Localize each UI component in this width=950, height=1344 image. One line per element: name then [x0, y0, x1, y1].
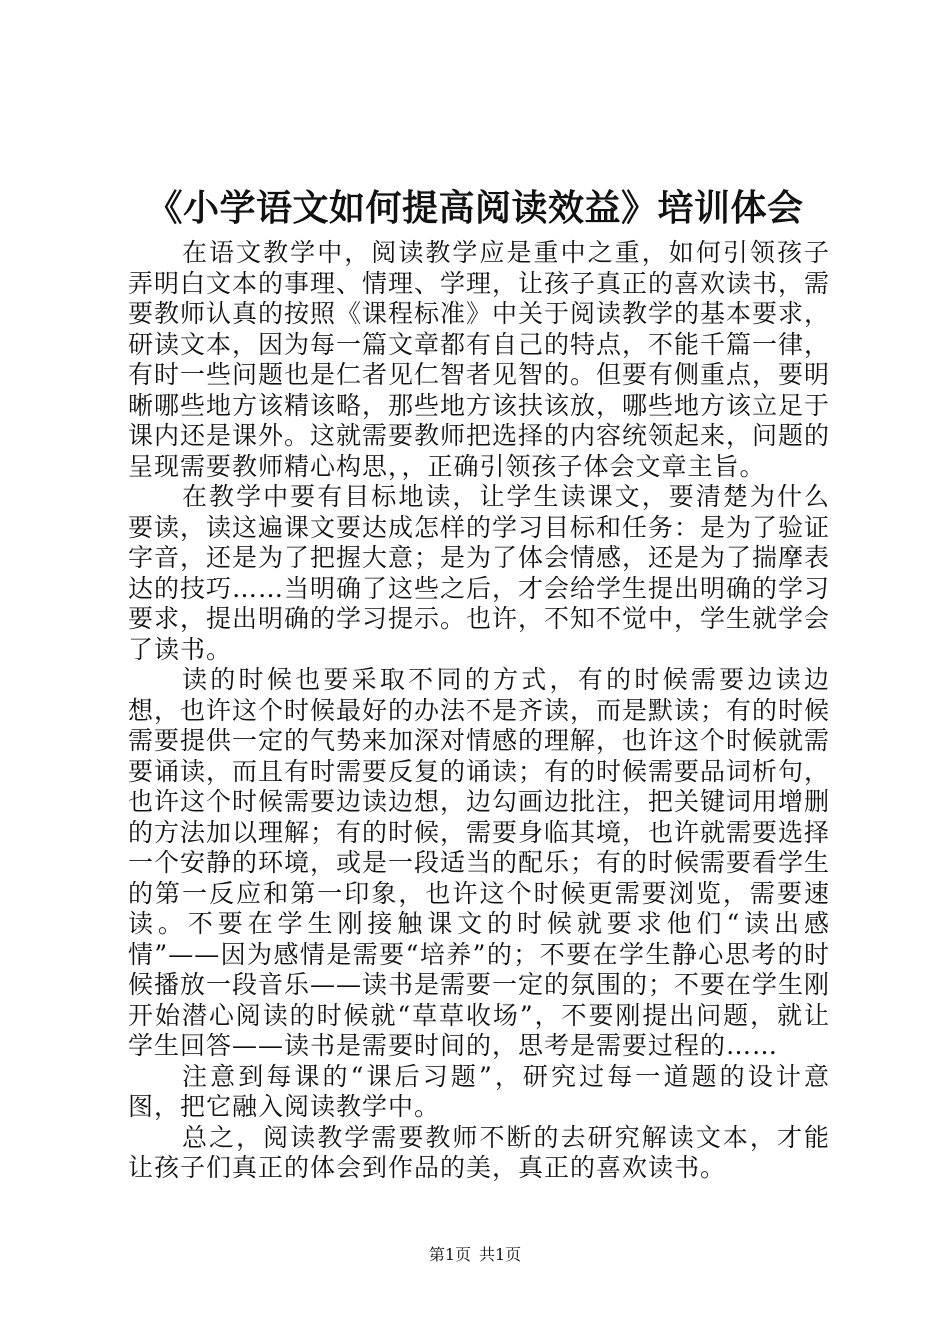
- page-footer: [0, 1244, 950, 1266]
- paragraph-4: 注意到每课的“课后习题”，研究过每一道题的设计意图，把它融入阅读教学中。: [128, 1061, 830, 1121]
- paragraph-1: 在语文教学中，阅读教学应是重中之重，如何引领孩子弄明白文本的事理、情理、学理，让孩子真正的喜欢读书，需要教师认真的按照《课程标准》中关于阅读教学的基本要求，研读文本，因为每一篇文章都有自己的特点，不能千篇一律，有时一些问题也是仁者见仁智者见智的。但要有侧重点，要明晰哪些地方该精该略，那些地方该扶该放，哪些地方该立足于课内还是课外。这就需要教师把选择的内容统领起来，问题的呈现需要教师精心构思，，正确引领孩子体会文章主旨。: [128, 238, 831, 481]
- paragraph-2: 在教学中要有目标地读，让学生读课文，要清楚为什么要读，读这遍课文要达成怎样的学习目标和任务：是为了验证字音，还是为了把握大意；是为了体会情感，还是为了揣摩表达的技巧……当明确了这些之后，才会给学生提出明确的学习要求，提出明确的学习提示。也许，不知不觉中，学生就学会了读书。: [128, 482, 831, 664]
- paragraph-5: 总之，阅读教学需要教师不断的去研究解读文本，才能让孩子们真正的体会到作品的美，真正的喜欢读书。: [128, 1122, 830, 1182]
- page-total: 共1页: [479, 1245, 522, 1264]
- page-number: 第1页: [428, 1245, 471, 1264]
- paragraph-3: 读的时候也要采取不同的方式，有的时候需要边读边想，也许这个时候最好的办法不是齐读，而是默读；有的时候需要提供一定的气势来加深对情感的理解，也许这个时候就需要诵读，而且有时需要反复的诵读；有的时候需要品词析句，也许这个时候需要边读边想，边勾画边批注，把关键词用增删的方法加以理解；有的时候，需要身临其境，也许就需要选择一个安静的环境，或是一段适当的配乐；有的时候需要看学生的第一反应和第一印象，也许这个时候更需要浏览，需要速读。不要在学生刚接触课文的时候就要求他们“读出感情”——因为感情是需要“培养”的；不要在学生静心思考的时候播放一段音乐——读书是需要一定的氛围的；不要在学生刚开始潜心阅读的时候就“草草收场”，不要刚提出问题，就让学生回答——读书是需要时间的，思考是需要过程的……: [128, 665, 831, 1060]
- document-title: 《小学语文如何提高阅读效益》培训体会: [146, 188, 804, 229]
- document-body: [128, 238, 830, 1184]
